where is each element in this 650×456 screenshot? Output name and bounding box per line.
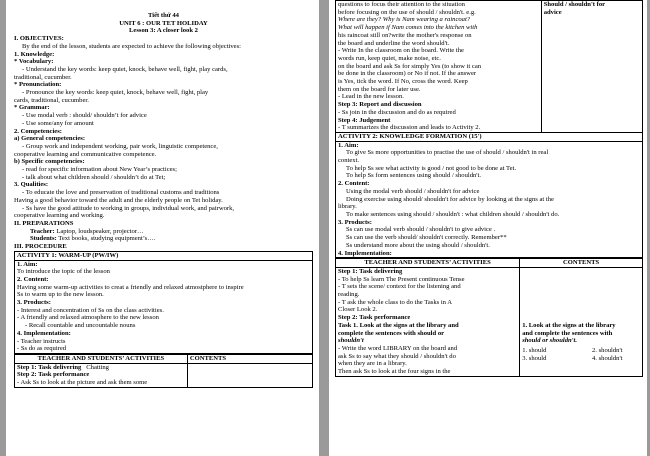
activity-line: questions to focus their attention to the situation <box>338 1 465 8</box>
contents-spacer <box>522 268 640 322</box>
table-header-row <box>15 354 313 363</box>
contents-task1-line: and complete the sentences with <box>522 329 613 337</box>
content-line: Using the modal verb should / shouldn't for advice <box>346 187 480 195</box>
activity-line: before focusing on the use of should / shouldn't. e.g. <box>338 8 476 16</box>
header-activities <box>15 354 188 363</box>
qualities-line: Having a good behavior toward the adult and the elderly people on Tet holiday. <box>14 196 223 204</box>
step2-line: Then ask Ss to look at the four signs in the <box>338 368 451 376</box>
vocabulary-line: traditional, cucumber. <box>14 73 72 81</box>
answer-1: 1. should <box>522 347 547 355</box>
answer-row <box>522 355 640 363</box>
implementation-heading: 4. Implementation: <box>17 329 71 337</box>
unit-title: UNIT 6 : OUR TET HOLIDAY <box>119 19 208 27</box>
step2-line: when they are in a library. <box>338 360 407 368</box>
step1-line: - T ask the whole class to do the Tasks in A <box>338 298 453 306</box>
contents-cell <box>541 1 642 133</box>
products-heading: 3. Products: <box>338 218 372 226</box>
activity2-table <box>335 258 643 377</box>
knowledge-heading: 1. Knowledge: <box>14 50 55 58</box>
content-line: Doing exercise using should/ shouldn't for advice by looking at the signs at the <box>346 195 554 203</box>
products-line: Ss understand more about the using should / shouldn't. <box>346 241 490 249</box>
activity-line: - Write In the classroom on the board. Write the <box>338 47 464 55</box>
header-contents <box>187 354 312 363</box>
step1-line: Closer Look 2. <box>338 306 378 314</box>
activity-line: be done in the classroom) or No if not. If the answer <box>338 70 477 78</box>
contents-task1-line: 1. Look at the signs at the library <box>522 321 616 329</box>
contents-cell <box>187 363 312 387</box>
header-contents <box>520 259 643 268</box>
header-contents-label: CONTENTS <box>189 354 227 362</box>
task1-line: shouldn't <box>338 337 364 345</box>
products-line: Ss can use modal verb should / shouldn't to give advice . <box>346 226 496 234</box>
general-competencies-line: cooperative learning and communicative competence. <box>14 150 157 158</box>
products-heading: 3. Products: <box>17 299 51 307</box>
vocabulary-line: - Understand the key words: keep quiet, knock, behave well, fight, play cards, <box>22 65 228 73</box>
competencies-heading: 2. Competencies: <box>14 127 62 135</box>
qualities-line: - To educate the love and preservation of traditional customs and traditions <box>22 189 220 197</box>
specific-competencies-line: - talk about what children should / shouldn’t do at Tet; <box>22 173 166 181</box>
header-activities-label: TEACHER AND STUDENTS’ ACTIVITIES <box>364 259 491 267</box>
answer-3: 3. should <box>522 354 547 362</box>
implementation-heading: 4. Implementation: <box>338 249 392 257</box>
table-header-row <box>336 259 643 268</box>
activity1-heading: ACTIVITY 1: WARM-UP (PW/IW) <box>17 251 119 259</box>
activity-line: What will happen if Nam comes into the kitchen with <box>338 24 478 32</box>
objectives-intro: By the end of the lesson, students are expected to achieve the following objectives: <box>22 42 241 50</box>
activity1-table <box>14 354 313 388</box>
aim-line: To help Ss form sentences using should / shouldn't. <box>346 172 481 180</box>
grammar-heading: * Grammar: <box>14 104 50 112</box>
aim-line: To introduce the topic of the lesson <box>17 268 110 276</box>
activity-line: on the board and ask Ss for simply Yes (to show it can <box>338 62 482 70</box>
step2-line: - Ask Ss to look at the picture and ask them some <box>17 379 148 387</box>
implementation-line: - Ss do as required <box>17 345 67 353</box>
lesson-title: Lesson 3: A closer look 2 <box>129 27 198 35</box>
pronunciation-line: - Pronounce the key words: keep quiet, knock, behave well, fight, play <box>22 89 209 97</box>
step1-line: - To help Ss learn The Present continuous Tense <box>338 275 465 283</box>
table-row <box>15 363 313 387</box>
activity-line: his raincoat still on?write the mother's response on <box>338 31 472 39</box>
activity-line: is Yes, tick the word. If No, cross the word. Keep <box>338 78 468 86</box>
activity-line: them on the board for later use. <box>338 85 421 93</box>
students-label: Students: <box>30 235 57 243</box>
activity2-heading: ACTIVITY 2: KNOWLEDGE FORMATION (15') <box>338 132 482 140</box>
table-row <box>336 267 643 376</box>
qualities-heading: 3. Qualities: <box>14 181 49 189</box>
products-line: - Recall countable and uncountable nouns <box>25 322 136 330</box>
contents-line: advice <box>543 8 562 16</box>
activity2-block <box>335 133 643 142</box>
step2-label: Step 2: Task performance <box>17 371 90 379</box>
task1-line: Task 1. Look at the signs at the library and <box>338 321 459 329</box>
step1-label: Step 1: Task delivering <box>17 363 82 371</box>
teacher-label: Teacher: <box>30 227 55 235</box>
products-line: - A friendly and relaxed atmosphere to the new lesson <box>17 314 159 322</box>
preparations-students <box>14 235 313 243</box>
contents-line: Should / shouldn't for <box>543 1 606 8</box>
aim-heading: 1. Aim: <box>338 141 359 149</box>
contents-cell <box>520 267 643 376</box>
answer-2: 2. shouldn't <box>592 347 623 355</box>
step1-line <box>17 364 185 372</box>
students-items: Text books, studying equipment’s…. <box>56 235 156 243</box>
step1-line: reading. <box>338 291 360 299</box>
header-activities <box>336 259 520 268</box>
pronunciation-line: cards, traditional, cucumber. <box>14 96 89 104</box>
activity-line: Where are they? Why is Nam wearing a raincoat? <box>338 16 471 24</box>
step1-extra: Chatting <box>86 363 109 371</box>
pronunciation-heading: * Pronunciation: <box>14 81 62 89</box>
content-line: To make sentences using should / shouldn't : what children should / shouldn't do. <box>346 210 560 218</box>
activities-cell <box>336 1 542 133</box>
activity1-table-continued <box>335 0 643 133</box>
contents-task1-line: should or shouldn't. <box>522 337 577 345</box>
answer-row <box>522 347 640 355</box>
specific-competencies-line: - read for specific information about New Year’s practices; <box>22 166 177 174</box>
lesson-number: Tiết thứ 44 <box>148 12 179 19</box>
preparations-teacher <box>14 228 313 236</box>
step3-label: Step 3: Report and discussion <box>338 101 422 109</box>
step2-line: - Write the word LIBRARY on the board and <box>338 344 458 352</box>
content-line: library. <box>338 203 357 211</box>
vocabulary-heading: * Vocabulary: <box>14 58 54 66</box>
aim-line: To give Ss more opportunities to practise the use of should / shouldn't in real <box>346 149 549 157</box>
step2-line: ask Ss to say what they should / shouldn't do <box>338 352 456 360</box>
specific-competencies-heading: b) Specific competencies: <box>14 158 85 166</box>
aim-line: context. <box>338 157 360 165</box>
activity-line: the board and underline the word should't. <box>338 39 450 47</box>
objectives-heading: I. OBJECTIVES: <box>14 35 64 43</box>
general-competencies-heading: a) General competencies: <box>14 135 86 143</box>
implementation-line: - Teacher instructs <box>17 337 66 345</box>
activities-cell <box>15 363 188 387</box>
activities-cell <box>336 267 520 376</box>
grammar-line: - Use some/any for amount <box>22 119 94 127</box>
answer-4: 4. shouldn't <box>592 354 623 362</box>
content-line: Having some warm-up activities to creat a friendly and relaxed atmostphere to inspire <box>17 283 244 291</box>
activity-line: words run, keep quiet, make noise, etc. <box>338 54 441 62</box>
activity1-block <box>14 251 313 261</box>
header-activities-label: TEACHER AND STUDENTS’ ACTIVITIES <box>37 354 165 362</box>
step4-label: Step 4: Judgement <box>338 116 391 124</box>
step1-label: Step 1: Task delivering <box>338 267 403 275</box>
teacher-items: Laptop, loudspeaker, projector… <box>54 227 144 235</box>
general-competencies-line: - Group work and independent working, pair work, linguistic competence, <box>22 142 218 150</box>
document-page-right <box>329 0 647 456</box>
activity1-body <box>14 261 313 354</box>
activity2-body <box>335 142 643 259</box>
preparations-heading: II. PREPARATIONS <box>14 219 74 227</box>
content-heading: 2. Content: <box>338 180 370 188</box>
products-line: - Interest and concentration of Ss on the class activities. <box>17 306 164 314</box>
table-row <box>336 1 643 133</box>
aim-heading: 1. Aim: <box>17 260 38 268</box>
step3-line: - Ss join in the discussion and do as required <box>338 108 456 116</box>
document-page-left <box>6 0 319 456</box>
task1-line: complete the sentences with should or <box>338 329 445 337</box>
step1-line: - T sets the scene/ context for the listening and <box>338 283 461 291</box>
content-heading: 2. Content: <box>17 275 49 283</box>
header-contents-label: CONTENTS <box>562 259 600 267</box>
qualities-line: cooperative learning and working. <box>14 212 105 220</box>
grammar-line: - Use modal verb : should/ shouldn’t for advice <box>22 112 147 120</box>
aim-line: To help Ss see what activity is good / not good to be done at Tet. <box>346 164 517 172</box>
activity-line: - Lead in the new lesson. <box>338 93 404 101</box>
step2-label: Step 2: Task performance <box>338 314 411 322</box>
step4-line: - T summarizes the discussion and leads to Activity 2. <box>338 124 481 132</box>
qualities-line: - Ss have the good attitude to working in groups, individual work, and pairwork, <box>22 204 235 212</box>
procedure-heading: III. PROCEDURE <box>14 243 67 251</box>
products-line: Ss can use the verb should/ shouldn't correctly. Remember** <box>346 234 507 242</box>
content-line: Ss to warm up to the new lesson. <box>17 291 104 299</box>
